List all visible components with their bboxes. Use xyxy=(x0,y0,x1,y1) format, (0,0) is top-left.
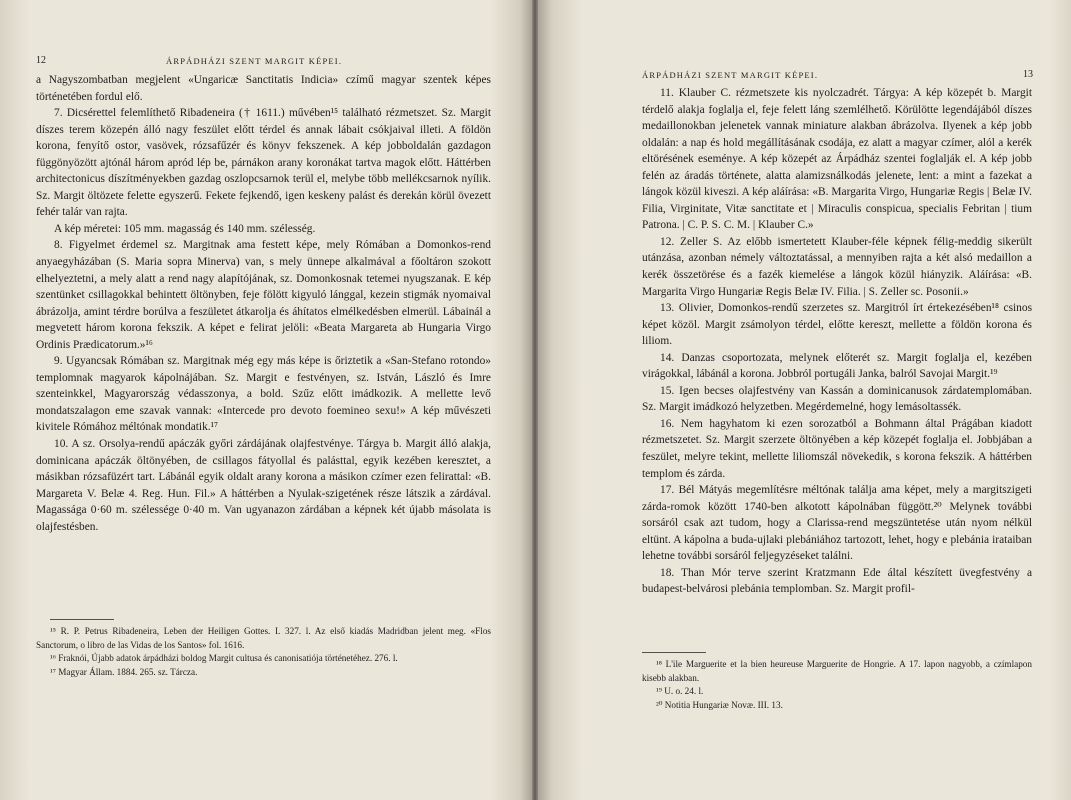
footnote: ¹⁷ Magyar Állam. 1884. 265. sz. Tárcza. xyxy=(50,666,198,677)
paragraph: 15. Igen becses olajfestvény van Kassán a dominicanusok zárdatemplomában. Sz. Margit imádkozó helyzetben. Megérdemelné, hogy lemásoltassék. xyxy=(642,384,1032,414)
footnote-rule xyxy=(50,619,114,620)
left-page-number: 12 xyxy=(36,55,46,66)
footnote-rule xyxy=(642,652,706,653)
paragraph: 14. Danzas csoportozata, melynek előterét sz. Margit foglalja el, kezében virágokkal, lábánál a korona. Jobbról portugáli Janka, balról Savojai Margit.¹⁹ xyxy=(642,351,1032,381)
footnote: ¹⁵ R. P. Petrus Ribadeneira, Leben der Heiligen Gottes. I. 327. l. Az első kiadás Madridban jelent meg. «Flos Sanctorum, o libro de las Vidas de los Santos» fol. 1616. xyxy=(36,626,491,650)
paragraph: 8. Figyelmet érdemel sz. Margitnak ama festett képe, mely Rómában a Domonkos-rend anyaegyházában (S. Maria sopra Minerva) van, s mely ünnepe alkalmával a főoltáron szokott elhelyeztetni, a mely alatt a rend nagy alapítójának, sz. Domonkosnak tetemei nyugszanak. E kép szentünket csillagokkal behintett öltönyben, feje fölött kigyuló lánggal, kezein stigmák nyomaival ábrázolja, amint térdre borúlva a feszületet átkarolja és áhítatos elmélkedésben elmerül. Lábainál a megvetett három korona fekszik. A képet e felirat jelöli: «Beata Margareta ab Hungaria Virgo Ordinis Prædicatorum.»¹⁶ xyxy=(36,239,491,351)
footnote: ¹⁸ L'ile Marguerite et la bien heureuse Marguerite de Hongrie. A 17. lapon nagyobb, a czímlapon kisebb alakban. xyxy=(642,659,1032,683)
footnote: ²⁰ Notitia Hungariæ Novæ. III. 13. xyxy=(656,699,783,710)
paragraph: A kép méretei: 105 mm. magasság és 140 mm. szélesség. xyxy=(54,222,316,235)
paragraph: 16. Nem hagyhatom ki ezen sorozatból a Bohmann által Prágában kiadott rézmetszetet. Sz. Margit szerzete öltönyében a kép közepét foglalja el. Jobbjában a feszület, melyre tekint, mellette liliomszál növekedik, s korona fekszik. A háttérben templom és zárda. xyxy=(642,417,1032,480)
footnote: ¹⁹ U. o. 24. l. xyxy=(656,686,704,696)
left-body-text xyxy=(36,72,491,535)
left-page xyxy=(0,0,532,800)
paragraph: 10. A sz. Orsolya-rendű apáczák győri zárdájának olajfestvénye. Tárgya b. Margit álló alakja, dominicana apáczák öltönyében, de csillagos fátyollal és palásttal, egyik kezében keresztet, a másikban rózsafüzért tart. Lábánál egyik oldalt arany korona a másikon czímer ezen felirattal: «B. Margareta V. Belæ 4. Reg. Hun. Fil.» A háttérben a Nyulak-szigetének része látszik a zárdával. Magassága 0·60 m. szélessége 0·40 m. Van ugyanazon zárdában a képnek két újabb másolata is olajfestésben. xyxy=(36,438,491,533)
paragraph: a Nagyszombatban megjelent «Ungaricæ Sanctitatis Indicia» czímű magyar szentek képes történetében fordul elő. xyxy=(36,74,491,103)
right-footnotes xyxy=(642,658,1032,712)
paragraph: 11. Klauber C. rézmetszete kis nyolczadrét. Tárgya: A kép közepét b. Margit térdelő alakja foglalja el, feje felett láng szemlélhető. Körülötte legendájából díszes medaillonokban jelenetek vannak miniature alakban ábrázolva. Ilyenek a kép jobb oldalán: a nap és hold megállításának csodája, ez alatt a magyar czímer, alól a kerék eltörésének eseménye. A kép közepét az Árpádház szentei foglalják el. A kép jobb felén az áradás története, alatta alamizsnálkodás jelenete, lent: a mint a fazekat a lángok közül kiveszi. A kép aláírása: «B. Margarita Virgo, Hungariæ Regis | Belæ IV. Filia, Virginitate, Vitæ sanctitate et | Miraculis conspicua, specialis Febritan | tium Patrona. | C. P. S. C. M. | Klauber C.» xyxy=(642,87,1032,232)
right-running-title: ÁRPÁDHÁZI SZENT MARGIT KÉPEI. xyxy=(642,70,819,80)
footnote: ¹⁶ Fraknói, Újabb adatok árpádházi boldog Margit cultusa és canonisatiója történetéhez. 276. l. xyxy=(50,653,398,663)
paragraph: 17. Bél Mátyás megemlítésre méltónak találja ama képet, mely a margitszigeti zárda-romok között 1740-ben alkotott kápolnában függött.²⁰ Melynek további sorsáról csak azt tudom, hogy a Clarissa-rend megszüntetése után nyom nélkül eltünt. A kápolna a buda-ujlaki plebániához tartozott, lehet, hogy e plebánia irataiban lehetne további sorsáról feljegyzéseket találni. xyxy=(642,484,1032,563)
paragraph: 9. Ugyancsak Rómában sz. Margitnak még egy más képe is őriztetik a «San-Stefano rotondo» templomnak magyarok kápolnájában. Sz. Margit e festvényen, sz. István, László és Imre szenteinkkel, Magyarország védasszonya, a bold. Szűz előtt imádkozik. A mellette levő mondatszalagon eme szavak vannak: «Intercede pro devoto foemineo sexu!» A kép művészeti kivitele Rómához méltónak mondatik.¹⁷ xyxy=(36,355,491,434)
paragraph: 18. Than Mór terve szerint Kratzmann Ede által készített üvegfestvény a budapest-belvárosi plebánia templomban. Sz. Margit profil- xyxy=(642,566,1032,596)
left-running-title: ÁRPÁDHÁZI SZENT MARGIT KÉPEI. xyxy=(166,56,343,66)
paragraph: 7. Dicsérettel felemlíthető Ribadeneira († 1611.) művében¹⁵ található rézmetszet. Sz. Margit díszes terem közepén álló nagy feszület előtt térdel és annak lábait csókjaival illeti. A földön korona, fenyítő ostor, vasövek, rózsafűzér és könyv fekszenek. A kép jobboldalán gazdagon függönyözött ajtónál három apród lép be, párnákon arany koronákat tartva magok előtt. Háttérben architectonicus díszítményekben gazdag oszlopcsarnok terül el, melybe több mellékcsarnok nyílik. Sz. Margit öltözete felette egyszerű. Fekete fejkendő, igen keskeny palást és derekán körül övezett fehér talár van rajta. xyxy=(36,107,491,219)
right-page xyxy=(538,0,1071,800)
right-body-text xyxy=(642,85,1032,598)
right-page-number: 13 xyxy=(1023,69,1033,80)
paragraph: 12. Zeller S. Az előbb ismertetett Klauber-féle képnek félig-meddig sikerült utánzása, azonban némely változtatással, a mennyiben rajta a két alsó medaillon a kerék összetörése és a fazék kiemelése a lángok közül hiányzik. Aláírása: «B. Margarita Virgo Hungariæ Regis Belæ IV. Filia. | S. Zeller sc. Posonii.» xyxy=(642,235,1032,298)
left-footnotes xyxy=(36,625,491,679)
paragraph: 13. Olivier, Domonkos-rendű szerzetes sz. Margitról írt értekezésében¹⁸ csinos képet közöl. Margit zsámolyon térdel, előtte kereszt, mellette a földön korona és liliom. xyxy=(642,302,1032,348)
